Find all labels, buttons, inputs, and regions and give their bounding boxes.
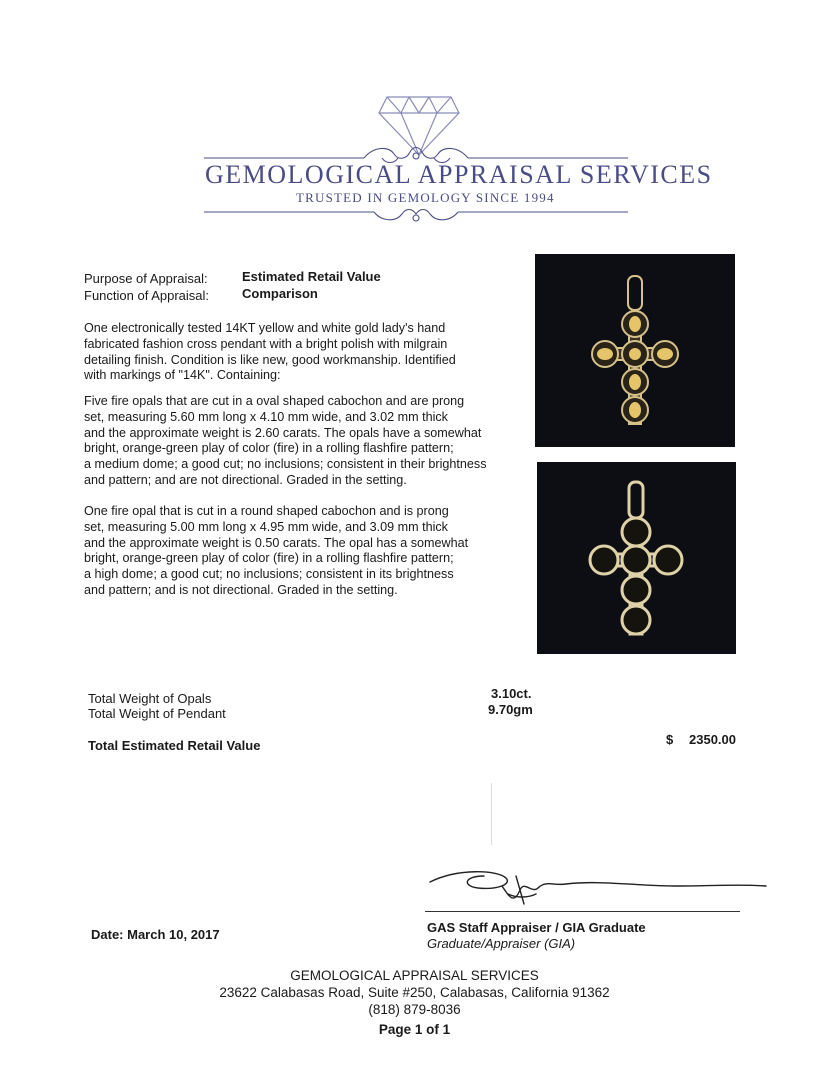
ornament-bottom-icon	[204, 204, 628, 228]
cross-pendant-front-icon	[535, 254, 735, 447]
appraiser-name: GAS Staff Appraiser / GIA Graduate	[427, 920, 646, 935]
footer-company: GEMOLOGICAL APPRAISAL SERVICES	[290, 968, 539, 983]
company-tagline: TRUSTED IN GEMOLOGY SINCE 1994	[296, 190, 555, 205]
footer-phone: (818) 879-8036	[368, 1002, 461, 1017]
paragraph-line: and pattern; and are not directional. Graded in the setting.	[84, 472, 407, 487]
total-retail-value: 2350.00	[689, 732, 736, 747]
paragraph-line: bright, orange-green play of color (fire) in a rolling flashfire pattern;	[84, 441, 454, 456]
paragraph-line: a high dome; a good cut; no inclusions; consistent in its brightness	[84, 567, 454, 582]
pendant-back-photo	[537, 462, 736, 654]
paragraph-line: with markings of "14K". Containing:	[84, 368, 281, 383]
total-pendant-value: 9.70gm	[488, 702, 533, 717]
letterhead	[0, 0, 829, 240]
company-name: GEMOLOGICAL APPRAISAL SERVICES	[205, 160, 713, 189]
pendant-front-photo	[535, 254, 735, 447]
paragraph-line: and pattern; and is not directional. Graded in the setting.	[84, 582, 398, 597]
paragraph-line: One electronically tested 14KT yellow and white gold lady's hand	[84, 321, 446, 335]
total-opals-label: Total Weight of Opals	[88, 691, 212, 706]
paragraph-line: set, measuring 5.00 mm long x 4.95 mm wide, and 3.09 mm thick	[84, 519, 448, 534]
cross-pendant-back-icon	[537, 462, 736, 654]
paragraph-line: One fire opal that is cut in a round shaped cabochon and is prong	[84, 504, 449, 518]
currency-symbol: $	[666, 732, 674, 747]
paragraph-line: set, measuring 5.60 mm long x 4.10 mm wide, and 3.02 mm thick	[84, 409, 448, 424]
paragraph-line: detailing finish. Condition is like new, good workmanship. Identified	[84, 352, 456, 367]
footer-address: 23622 Calabasas Road, Suite #250, Calabasas, California 91362	[219, 985, 610, 1000]
total-pendant-label: Total Weight of Pendant	[88, 706, 226, 721]
description-paragraph-1	[84, 321, 514, 384]
paragraph-line: fabricated fashion cross pendant with a bright polish with milgrain	[84, 336, 448, 351]
divider	[491, 783, 492, 845]
purpose-value: Estimated Retail Value	[242, 269, 381, 284]
total-opals-value: 3.10ct.	[491, 686, 532, 701]
function-label: Function of Appraisal:	[84, 288, 210, 303]
signature-icon	[428, 864, 768, 914]
paragraph-line: Five fire opals that are cut in a oval shaped cabochon and are prong	[84, 394, 465, 408]
total-retail-label: Total Estimated Retail Value	[88, 738, 261, 753]
paragraph-line: bright, orange-green play of color (fire) in a rolling flashfire pattern;	[84, 551, 454, 566]
purpose-label: Purpose of Appraisal:	[84, 271, 208, 286]
appraiser-title: Graduate/Appraiser (GIA)	[427, 936, 576, 951]
description-paragraph-3	[84, 504, 514, 599]
description-paragraph-2	[84, 394, 514, 489]
paragraph-line: a medium dome; a good cut; no inclusions; consistent in their brightness	[84, 457, 487, 472]
paragraph-line: and the approximate weight is 2.60 carats. The opals have a somewhat	[84, 425, 482, 440]
function-value: Comparison	[242, 286, 318, 301]
paragraph-line: and the approximate weight is 0.50 carats. The opal has a somewhat	[84, 535, 469, 550]
appraisal-date: Date: March 10, 2017	[91, 927, 220, 942]
page-number: Page 1 of 1	[378, 1022, 451, 1037]
signature-line	[425, 911, 740, 912]
